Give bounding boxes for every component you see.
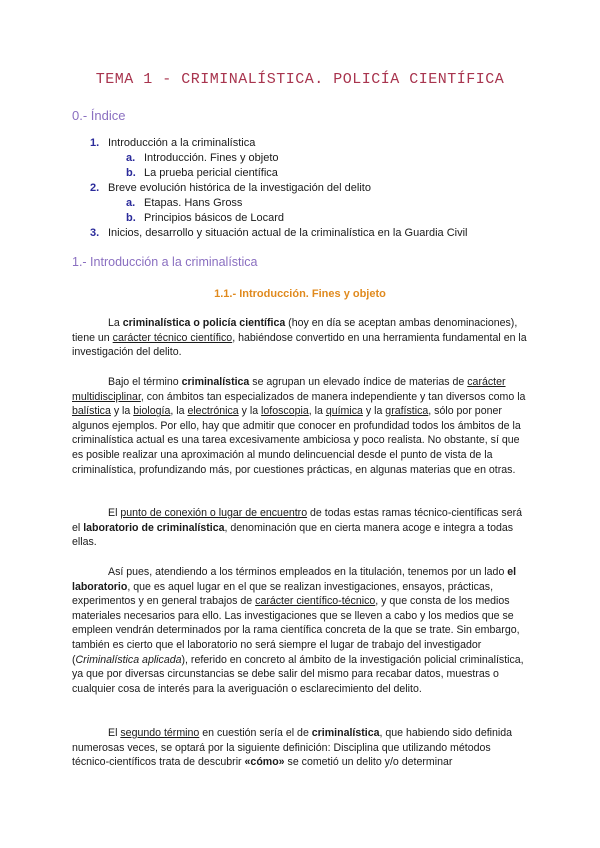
toc-item-text: Introducción. Fines y objeto xyxy=(144,152,279,164)
toc-item-number: 2. xyxy=(90,182,100,194)
subsection-heading: 1.1.- Introducción. Fines y objeto xyxy=(214,288,386,300)
toc-item-number: 3. xyxy=(90,227,100,239)
paragraph-3: El punto de conexión o lugar de encuentro de todas estas ramas técnico-científicas será el laboratorio de criminalística, denominación que en cierta manera acoge e integra a todas ellas. xyxy=(72,507,523,549)
paragraph-5: El segundo término en cuestión sería el de criminalística, que habiendo sido definida numerosas veces, se optará por la siguiente definición: Disciplina que utilizando métodos técnico-científicos trata de descubrir «cómo» se cometió un delito y/o determinar xyxy=(72,727,513,769)
toc-item-text: Principios básicos de Locard xyxy=(144,212,285,224)
toc-item-text: Etapas. Hans Gross xyxy=(144,197,243,209)
toc-item-text: Inicios, desarrollo y situación actual de la criminalística en la Guardia Civil xyxy=(108,227,468,239)
toc-item-text: Introducción a la criminalística xyxy=(108,137,256,149)
toc-item-text: La prueba pericial científica xyxy=(144,167,278,179)
toc-item-number: a. xyxy=(126,152,136,164)
document-title: TEMA 1 - CRIMINALÍSTICA. POLICÍA CIENTÍFICA xyxy=(95,71,505,88)
toc-item-number: 1. xyxy=(90,137,100,149)
toc-item-number: b. xyxy=(126,212,136,224)
paragraph-1: La criminalística o policía científica (hoy en día se aceptan ambas denominaciones), tiene un carácter técnico científico, habiéndose convertido en una herramienta fundamental en la investigación del delito. xyxy=(72,317,527,359)
paragraph-4: Así pues, atendiendo a los términos empleados en la titulación, tenemos por un lado el laboratorio, que es aquel lugar en el que se realizan investigaciones, ensayos, prácticas, experimentos y en general trabajos de carácter científico-técnico, y que consta de los medios materiales necesarios para ello. Las investigaciones que se lleven a cabo y los medios que se empleen vendrán determinados por la rama científica concreta de la que se trate. Sin embargo, también es cierto que el laboratorio no será siempre el lugar de trabajo del investigador (Criminalística aplicada), referido en concreto al ámbito de la investigación policial criminalística, ya que por diversas circunstancias se debe salir del mismo para recabar datos, muestras o cualquier cosa de interés para la averiguación o esclarecimiento del delito. xyxy=(72,566,524,695)
paragraph-2: Bajo el término criminalística se agrupan un elevado índice de materias de carácter multidisciplinar, con ámbitos tan especializados de manera independiente y tan diversos como la balística y la biología, la electrónica y la lofoscopia, la química y la grafística, sólo por poner algunos ejemplos. Por ello, hay que admitir que conocer en profundidad todos los ámbitos de la criminalística actual es una tarea excesivamente ambiciosa y poco realista. No obstante, sí que es posible realizar una aproximación al mundo delincuencial desde el punto de vista de la criminalística, profundizando más, por cuestiones prácticas, en algunas materias que en otras. xyxy=(72,376,526,476)
toc-item-text: Breve evolución histórica de la investigación del delito xyxy=(108,182,371,194)
toc-item-number: b. xyxy=(126,167,136,179)
index-heading: 0.- Índice xyxy=(72,108,126,123)
section-heading: 1.- Introducción a la criminalística xyxy=(72,255,258,269)
toc-item-number: a. xyxy=(126,197,136,209)
